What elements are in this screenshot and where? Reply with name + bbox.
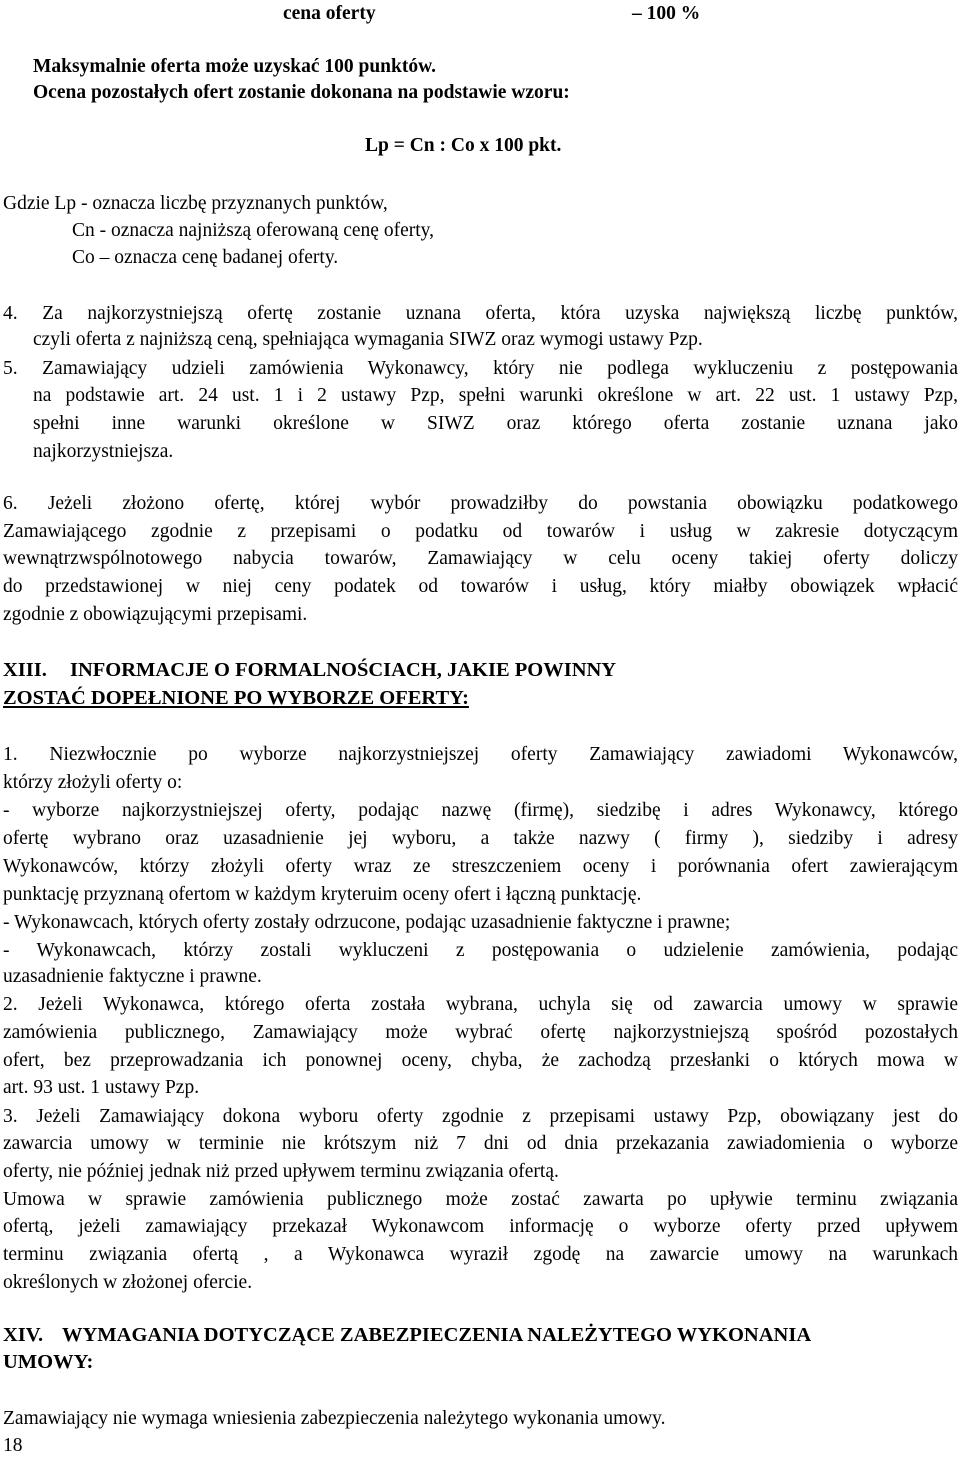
s13-line-18: ofertą, jeżeli zamawiający przekazał Wykonawcom informację o wyborze oferty przed upływem [3, 1216, 958, 1237]
formula: Lp = Cn : Co x 100 pkt. [365, 135, 562, 156]
formula-intro: Ocena pozostałych ofert zostanie dokonana na podstawie wzoru: [33, 82, 570, 103]
point-4-line-2: czyli oferta z najniższą ceną, spełniająca wymagania SIWZ oraz wymogi ustawy Pzp. [33, 329, 703, 350]
s13-line-14: 3. Jeżeli Zamawiający dokona wyboru oferty zgodnie z przepisami ustawy Pzp, obowiązany jest do [3, 1106, 958, 1127]
point-5-line-3: spełni inne warunki określone w SIWZ oraz którego oferta zostanie uznana jako [33, 413, 958, 434]
section-13-title-line-2: ZOSTAĆ DOPEŁNIONE PO WYBORZE OFERTY: [3, 687, 469, 709]
s13-line-8: - Wykonawcach, którzy zostali wykluczeni z postępowania o udzielenie zamówienia, podając [3, 940, 958, 961]
point-6-line-5: zgodnie z obowiązującymi przepisami. [3, 604, 308, 625]
price-label: cena oferty [283, 3, 376, 24]
s13-line-2: którzy złożyli oferty o: [3, 772, 183, 793]
max-points-text: Maksymalnie oferta może uzyskać 100 punktów. [33, 56, 436, 77]
s13-line-16: oferty, nie później jednak niż przed upływem terminu związania ofertą. [3, 1161, 559, 1182]
section-14-text: Zamawiający nie wymaga wniesienia zabezpieczenia należytego wykonania umowy. [3, 1408, 666, 1429]
s13-line-12: ofert, bez przeprowadzania ich ponownej oceny, chyba, że zachodzą przesłanki o których mowa w [3, 1050, 958, 1071]
point-4-line-1: 4. Za najkorzystniejszą ofertę zostanie uznana oferta, która uzyska największą liczbę punktów, [3, 303, 958, 324]
s13-line-9: uzasadnienie faktyczne i prawne. [3, 966, 262, 987]
price-value: – 100 % [632, 3, 701, 24]
point-6-line-2: Zamawiającego zgodnie z przepisami o podatku od towarów i usług w zakresie dotyczącym [3, 521, 958, 542]
formula-legend-co: Co – oznacza cenę badanej oferty. [72, 247, 339, 268]
section-13-title-line-1: INFORMACJE O FORMALNOŚCIACH, JAKIE POWINNY [70, 659, 617, 681]
page-number: 18 [3, 1435, 23, 1456]
section-14-number: XIV. [3, 1324, 44, 1346]
section-14-title-line-1: WYMAGANIA DOTYCZĄCE ZABEZPIECZENIA NALEŻYTEGO WYKONANIA [62, 1324, 812, 1346]
point-6-line-4: do przedstawionej w niej ceny podatek od towarów i usług, który miałby obowiązek wpłacić [3, 576, 958, 597]
s13-line-5: Wykonawców, którzy złożyli oferty wraz ze streszczeniem oceny i porównania ofert zawierającym [3, 856, 958, 877]
s13-line-15: zawarcia umowy w terminie nie krótszym niż 7 dni od dnia przekazania zawiadomienia o wyborze [3, 1133, 958, 1154]
s13-line-20: określonych w złożonej ofercie. [3, 1272, 253, 1293]
s13-line-11: zamówienia publicznego, Zamawiający może wybrać ofertę najkorzystniejszą spośród pozostałych [3, 1022, 958, 1043]
formula-legend-lp: Gdzie Lp - oznacza liczbę przyznanych punktów, [3, 193, 388, 214]
point-6-line-3: wewnątrzwspólnotowego nabycia towarów, Zamawiający w celu oceny takiej oferty doliczy [3, 548, 958, 569]
s13-line-10: 2. Jeżeli Wykonawca, którego oferta została wybrana, uchyla się od zawarcia umowy w sprawie [3, 994, 958, 1015]
s13-line-6: punktację przyznaną ofertom w każdym kryteruim oceny ofert i łączną punktację. [3, 884, 642, 905]
s13-line-17: Umowa w sprawie zamówienia publicznego może zostać zawarta po upływie terminu związania [3, 1189, 958, 1210]
s13-line-1: 1. Niezwłocznie po wyborze najkorzystniejszej oferty Zamawiający zawiadomi Wykonawców, [3, 744, 958, 765]
s13-line-4: ofertę wybrano oraz uzasadnienie jej wyboru, a także nazwy ( firmy ), siedziby i adresy [3, 828, 958, 849]
formula-legend-cn: Cn - oznacza najniższą oferowaną cenę oferty, [72, 220, 434, 241]
s13-line-19: terminu związania ofertą , a Wykonawca wyraził zgodę na zawarcie umowy na warunkach [3, 1244, 958, 1265]
s13-line-13: art. 93 ust. 1 ustawy Pzp. [3, 1077, 200, 1098]
point-5-line-2: na podstawie art. 24 ust. 1 i 2 ustawy Pzp, spełni warunki określone w art. 22 ust. 1 ustawy Pzp, [33, 385, 958, 406]
s13-line-3: - wyborze najkorzystniejszej oferty, podając nazwę (firmę), siedzibę i adres Wykonawcy, którego [3, 800, 958, 821]
point-5-line-1: 5. Zamawiający udzieli zamówienia Wykonawcy, który nie podlega wykluczeniu z postępowania [3, 358, 958, 379]
section-14-title-line-2: UMOWY: [3, 1351, 94, 1373]
s13-line-7: - Wykonawcach, których oferty zostały odrzucone, podając uzasadnienie faktyczne i prawne; [3, 912, 731, 933]
point-5-line-4: najkorzystniejsza. [33, 441, 174, 462]
point-6-line-1: 6. Jeżeli złożono ofertę, której wybór prowadziłby do powstania obowiązku podatkowego [3, 493, 958, 514]
section-13-number: XIII. [3, 659, 47, 681]
